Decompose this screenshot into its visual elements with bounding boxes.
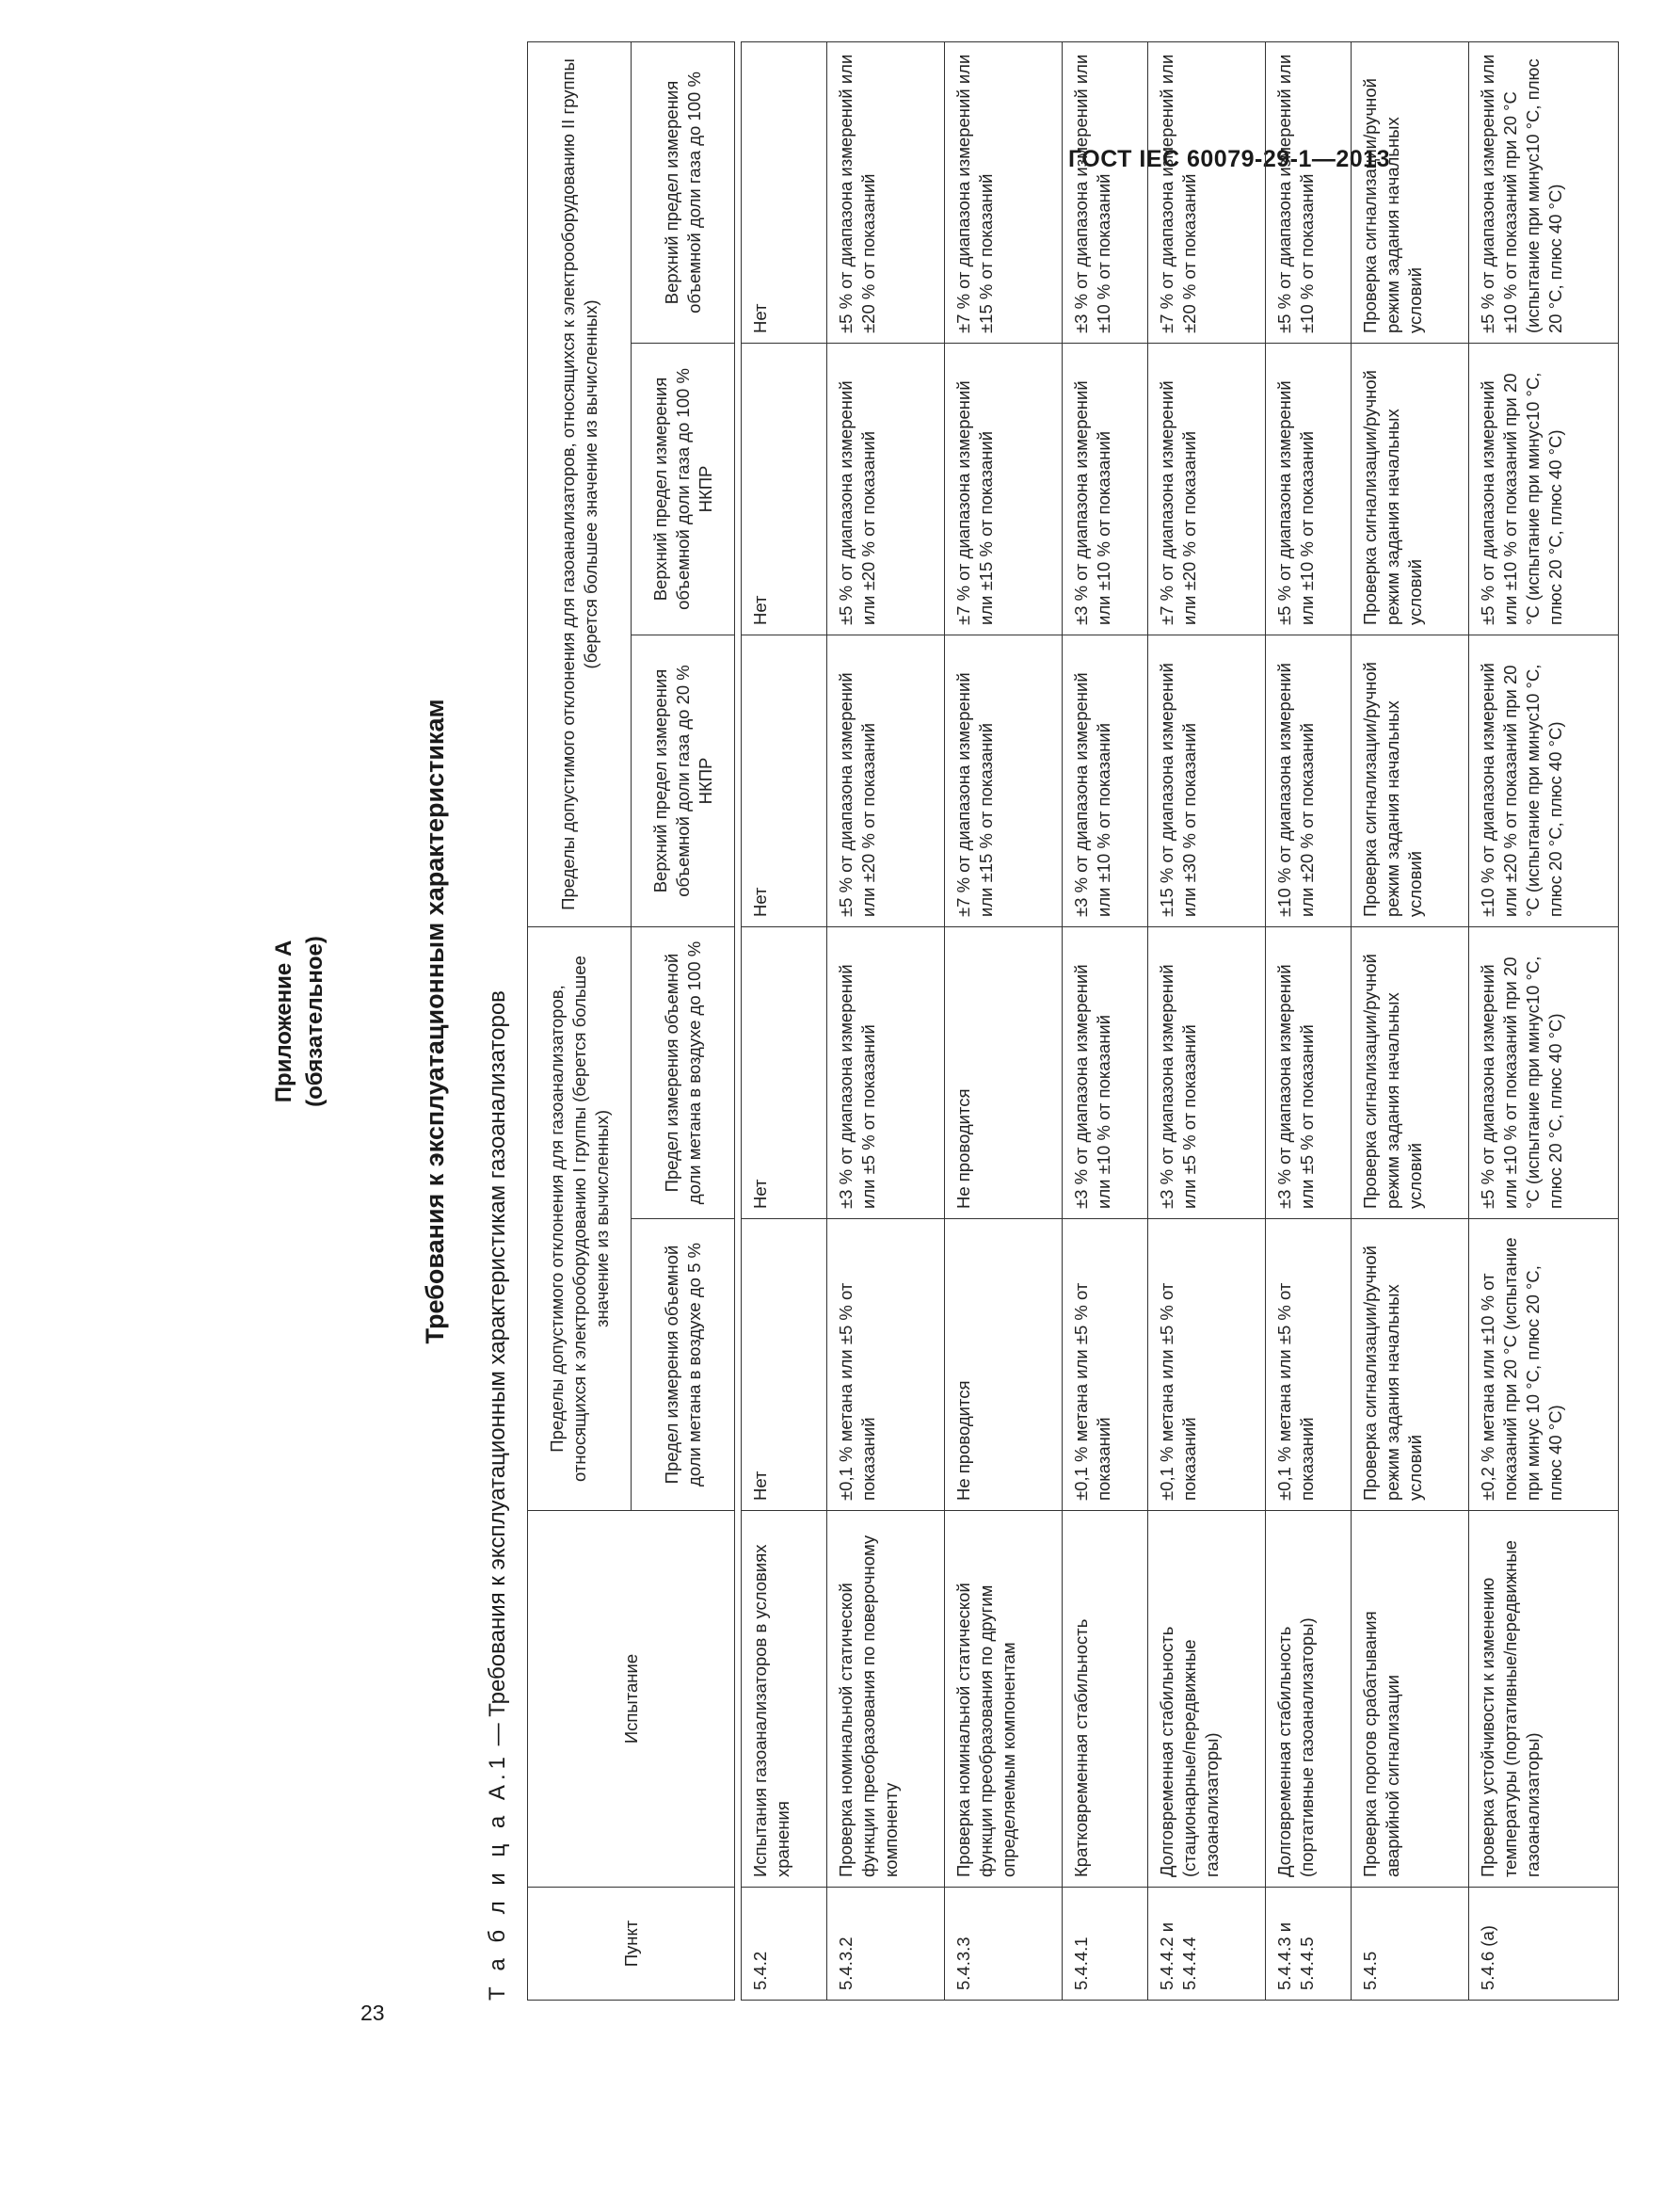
header-separator [735,41,742,2000]
annex-heading [268,42,344,2001]
subheader-methane-5: Предел измерения объемной доли метана в воздухе до 5 % [632,1219,735,1511]
cell-value: ±5 % от диапазона измерений или ±10 % от показаний при 20 °С (испытание при минус10 °С, плюс 20 °С, плюс 40 °С) [1469,344,1619,635]
cell-value: ±15 % от диапазона измерений или ±30 % от показаний [1148,635,1266,927]
cell-value: ±5 % от диапазона измерений или ±20 % от показаний [827,344,945,635]
cell-test: Проверка порогов срабатывания аварийной сигнализации [1352,1511,1469,1888]
table-header-row [528,41,632,2000]
cell-value: ±5 % от диапазона измерений или ±10 % от показаний [1266,344,1352,635]
cell-value: Проверка сигнализации/ручной режим задания начальных условий [1352,635,1469,927]
cell-test: Кратковременная стабильность [1063,1511,1148,1888]
table-row [1063,41,1148,2000]
cell-test: Долговременная стабильность (портативные газоанализаторы) [1266,1511,1352,1888]
cell-value: ±5 % от диапазона измерений или ±20 % от показаний [827,41,945,343]
cell-value: ±7 % от диапазона измерений или ±15 % от показаний [945,41,1063,343]
cell-value: ±0,2 % метана или ±10 % от показаний при 20 °С (испытание при минус 10 °С, плюс 20 °С, плюс 40 °С) [1469,1219,1619,1511]
table-row [1352,41,1469,2000]
table-row [1148,41,1266,2000]
subheader-gas-20-lel: Верхний предел измерения объемной доли газа до 20 % НКПР [632,635,735,927]
header-group-1: Пределы допустимого отклонения для газоанализаторов, относящихся к электрооборудованию I группы (берется большее значение из вычисленных) [528,927,632,1511]
cell-value: ±3 % от диапазона измерений или ±10 % от показаний [1063,41,1148,343]
cell-value: ±5 % от диапазона измерений или ±10 % от показаний [1266,41,1352,343]
cell-clause: 5.4.3.3 [945,1888,1063,2001]
table-row [1266,41,1352,2000]
header-separator-cell [735,41,742,2000]
cell-value: Нет [742,41,827,343]
cell-value: ±3 % от диапазона измерений или ±10 % от показаний [1063,635,1148,927]
cell-value: ±7 % от диапазона измерений или ±20 % от показаний [1148,41,1266,343]
cell-value: ±5 % от диапазона измерений или ±20 % от показаний [827,635,945,927]
cell-value: ±0,1 % метана или ±5 % от показаний [827,1219,945,1511]
table-caption-text: — Требования к эксплуатационным характеристикам газоанализаторов [485,990,510,1753]
annex-status: (обязательное) [302,936,328,1107]
performance-requirements-table [527,41,1619,2001]
cell-clause: 5.4.5 [1352,1888,1469,2001]
cell-value: ±0,1 % метана или ±5 % от показаний [1266,1219,1352,1511]
cell-clause: 5.4.4.3 и 5.4.4.5 [1266,1888,1352,2001]
cell-value: ±0,1 % метана или ±5 % от показаний [1148,1219,1266,1511]
annex-title: Приложение А [271,940,296,1103]
cell-test: Проверка номинальной статической функции преобразования по другим определяемым компонентам [945,1511,1063,1888]
cell-test: Испытания газоанализаторов в условиях хранения [742,1511,827,1888]
cell-value: Нет [742,927,827,1219]
cell-value: ±3 % от диапазона измерений или ±5 % от показаний [827,927,945,1219]
table-row [1469,41,1619,2000]
cell-value: ±5 % от диапазона измерений или ±10 % от показаний при 20 °С (испытание при минус10 °С, плюс 20 °С, плюс 40 °С) [1469,41,1619,343]
cell-value: ±3 % от диапазона измерений или ±10 % от показаний [1063,344,1148,635]
cell-value: Нет [742,635,827,927]
cell-value: ±5 % от диапазона измерений или ±10 % от показаний при 20 °С (испытание при минус10 °С, плюс 20 °С, плюс 40 °С) [1469,927,1619,1219]
cell-value: ±0,1 % метана или ±5 % от показаний [1063,1219,1148,1511]
cell-value: ±10 % от диапазона измерений или ±20 % от показаний при 20 °С (испытание при минус10 °С, плюс 20 °С, плюс 40 °С) [1469,635,1619,927]
cell-clause: 5.4.2 [742,1888,827,2001]
cell-value: ±3 % от диапазона измерений или ±10 % от показаний [1063,927,1148,1219]
cell-value: ±3 % от диапазона измерений или ±5 % от показаний [1148,927,1266,1219]
cell-value: ±7 % от диапазона измерений или ±15 % от показаний [945,635,1063,927]
header-clause: Пункт [528,1888,735,2001]
cell-test: Проверка номинальной статической функции преобразования по поверочному компоненту [827,1511,945,1888]
rotated-page-content [268,0,1680,2001]
cell-test: Проверка устойчивости к изменению температуры (портативные/передвижные газоанализаторы) [1469,1511,1619,1888]
cell-clause: 5.4.4.1 [1063,1888,1148,2001]
cell-value: ±10 % от диапазона измерений или ±20 % от показаний [1266,635,1352,927]
cell-value: Проверка сигнализации/ручной режим задания начальных условий [1352,41,1469,343]
cell-clause: 5.4.6 (а) [1469,1888,1619,2001]
table-caption-prefix: Т а б л и ц а А.1 [485,1752,510,2001]
cell-value: Не проводится [945,1219,1063,1511]
subheader-methane-100: Предел измерения объемной доли метана в воздухе до 100 % [632,927,735,1219]
table-row [945,41,1063,2000]
table-row [742,41,827,2000]
cell-test: Долговременная стабильность (стационарные/передвижные газоанализаторы) [1148,1511,1266,1888]
table-row [827,41,945,2000]
cell-value: Нет [742,344,827,635]
cell-value: ±3 % от диапазона измерений или ±5 % от показаний [1266,927,1352,1219]
subheader-gas-100-lel: Верхний предел измерения объемной доли газа до 100 % НКПР [632,344,735,635]
page-number: 23 [360,2001,385,2025]
header-test: Испытание [528,1511,735,1888]
subheader-gas-100-pct: Верхний предел измерения объемной доли газа до 100 % [632,41,735,343]
cell-value: ±7 % от диапазона измерений или ±20 % от показаний [1148,344,1266,635]
section-title: Требования к эксплуатационным характеристикам [421,699,449,1344]
cell-clause: 5.4.4.2 и 5.4.4.4 [1148,1888,1266,2001]
cell-value: Проверка сигнализации/ручной режим задания начальных условий [1352,927,1469,1219]
header-group-2: Пределы допустимого отклонения для газоанализаторов, относящихся к электрооборудованию II группы (берется большее значение из вычисленных) [528,41,632,926]
cell-clause: 5.4.3.2 [827,1888,945,2001]
cell-value: ±7 % от диапазона измерений или ±15 % от показаний [945,344,1063,635]
document-header-standard: ГОСТ IEC 60079-29-1—2013 [1067,146,1390,172]
table-caption [485,990,511,2001]
cell-value: Проверка сигнализации/ручной режим задания начальных условий [1352,344,1469,635]
cell-value: Проверка сигнализации/ручной режим задания начальных условий [1352,1219,1469,1511]
cell-value: Не проводится [945,927,1063,1219]
cell-value: Нет [742,1219,827,1511]
